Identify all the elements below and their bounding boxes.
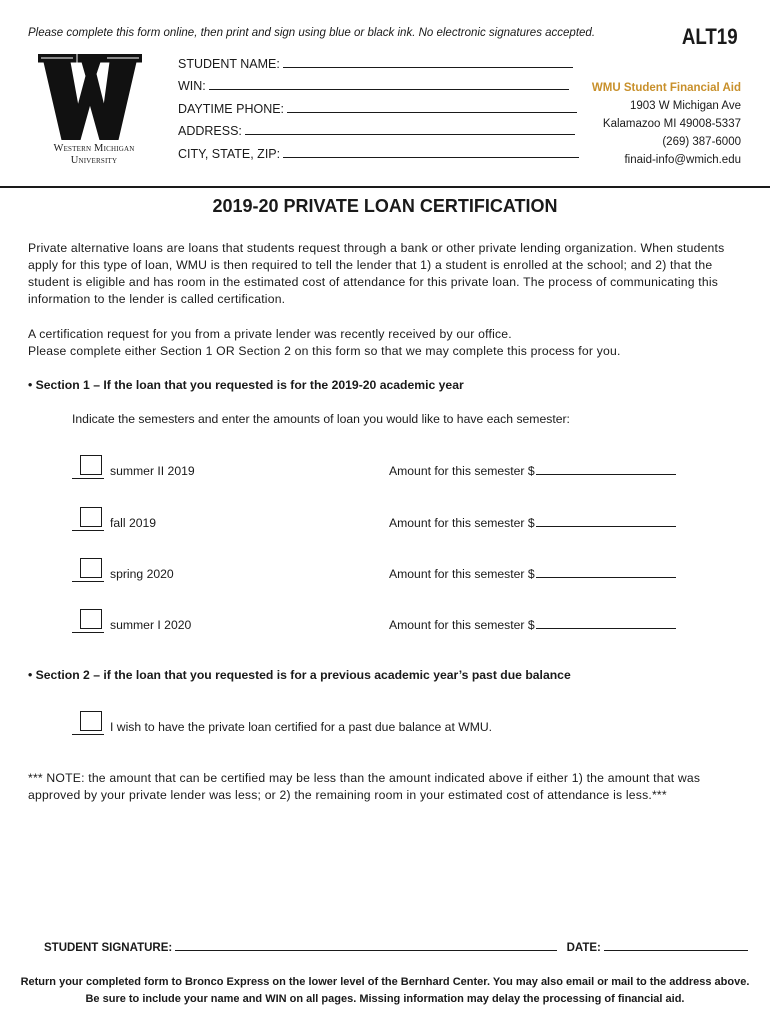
- office-name: WMU Student Financial Aid: [591, 82, 741, 94]
- student-name-field[interactable]: [178, 57, 573, 71]
- daytime-phone-label: DAYTIME PHONE:: [178, 102, 285, 116]
- city-state-zip-label: CITY, STATE, ZIP:: [178, 147, 281, 161]
- term-row-summer2-2019: [72, 452, 752, 482]
- term-label: summer I 2020: [110, 618, 192, 632]
- amount-label: Amount for this semester $: [389, 618, 535, 632]
- term-label: summer II 2019: [110, 464, 195, 478]
- past-due-checkbox-underline: [72, 734, 104, 735]
- term-checkbox-underline: [72, 530, 104, 531]
- amount-line[interactable]: [536, 577, 676, 578]
- amount-field[interactable]: [389, 567, 676, 581]
- address-field[interactable]: [178, 124, 575, 138]
- win-field[interactable]: [178, 79, 569, 93]
- form-instruction: Please complete this form online, then print and sign using blue or black ink. No electronic signatures accepted.: [28, 27, 596, 39]
- university-name-line1: Western Michigan: [53, 143, 135, 154]
- university-name-line2: University: [70, 155, 118, 166]
- amount-label: Amount for this semester $: [389, 516, 535, 530]
- amount-field[interactable]: [389, 464, 676, 478]
- w-logo-icon: [38, 54, 142, 140]
- amount-label: Amount for this semester $: [389, 464, 535, 478]
- term-checkbox-summer1-2020[interactable]: [80, 609, 102, 629]
- office-street: 1903 W Michigan Ave: [629, 100, 741, 112]
- intro-paragraph: Private alternative loans are loans that students request through a bank or other private lending organization. When students apply for this type of loan, WMU is then required to tell the lender that 1) a student is enrolled at the school; and 2) that the student is eligible and has room in the estimated cost of attendance for this private loan. The process of communicating this information to the lender is called certification.: [28, 241, 725, 306]
- city-state-zip-field[interactable]: [178, 147, 579, 161]
- section1-instruction: Indicate the semesters and enter the amounts of loan you would like to have each semester:: [72, 412, 570, 426]
- daytime-phone-field[interactable]: [178, 102, 577, 116]
- footer-instructions: [0, 974, 770, 1008]
- date-label: DATE:: [566, 942, 601, 954]
- term-row-fall-2019: [72, 504, 752, 534]
- amount-line[interactable]: [536, 526, 676, 527]
- daytime-phone-line[interactable]: [287, 111, 577, 113]
- past-due-label: I wish to have the private loan certified for a past due balance at WMU.: [110, 720, 493, 734]
- form-title: 2019-20 PRIVATE LOAN CERTIFICATION: [212, 196, 558, 216]
- university-name: [36, 143, 152, 167]
- term-checkbox-underline: [72, 581, 104, 582]
- request-line-2: Please complete either Section 1 OR Section 2 on this form so that we may complete this process for you.: [28, 344, 621, 358]
- amount-line[interactable]: [536, 628, 676, 629]
- term-label: spring 2020: [110, 567, 174, 581]
- date-line[interactable]: [604, 950, 748, 951]
- amount-line[interactable]: [536, 474, 676, 475]
- footer-line-2: Be sure to include your name and WIN on all pages. Missing information may delay the processing of financial aid.: [85, 993, 685, 1005]
- request-line-1: A certification request for you from a private lender was recently received by our office.: [28, 327, 512, 341]
- signature-row: [44, 942, 748, 954]
- section2-heading: • Section 2 – if the loan that you requested is for a previous academic year’s past due balance: [28, 668, 571, 682]
- win-line[interactable]: [209, 88, 569, 90]
- term-checkbox-fall-2019[interactable]: [80, 507, 102, 527]
- address-line[interactable]: [245, 133, 575, 135]
- header-divider: [0, 186, 770, 188]
- office-address: [592, 79, 741, 169]
- term-checkbox-underline: [72, 478, 104, 479]
- past-due-checkbox[interactable]: [80, 711, 102, 731]
- office-email[interactable]: finaid-info@wmich.edu: [624, 154, 741, 166]
- win-label: WIN:: [178, 79, 206, 93]
- student-name-line[interactable]: [283, 66, 573, 68]
- term-checkbox-spring-2020[interactable]: [80, 558, 102, 578]
- term-label: fall 2019: [110, 516, 157, 530]
- footer-line-1: Return your completed form to Bronco Express on the lower level of the Bernhard Center. You may also email or mail to the address above.: [20, 976, 750, 988]
- amount-label: Amount for this semester $: [389, 567, 535, 581]
- term-row-summer1-2020: [72, 606, 752, 636]
- term-row-spring-2020: [72, 555, 752, 585]
- form-code: ALT19: [682, 24, 738, 49]
- address-label: ADDRESS:: [178, 124, 242, 138]
- office-phone: (269) 387-6000: [662, 136, 741, 148]
- wmu-logo: [38, 54, 142, 140]
- amount-field[interactable]: [389, 618, 676, 632]
- signature-line[interactable]: [175, 950, 557, 951]
- certification-note: *** NOTE: the amount that can be certified may be less than the amount indicated above if either 1) the amount that was approved by your private lender was less; or 2) the remaining room in your estimated cost of attendance is less.***: [28, 771, 701, 802]
- term-checkbox-underline: [72, 632, 104, 633]
- request-paragraph: [28, 326, 744, 360]
- city-state-zip-line[interactable]: [283, 156, 579, 158]
- office-city: Kalamazoo MI 49008-5337: [602, 118, 741, 130]
- signature-label: STUDENT SIGNATURE:: [44, 942, 173, 954]
- past-due-row: [72, 708, 752, 738]
- term-checkbox-summer2-2019[interactable]: [80, 455, 102, 475]
- section1-heading: • Section 1 – If the loan that you requested is for the 2019-20 academic year: [28, 378, 464, 392]
- amount-field[interactable]: [389, 516, 676, 530]
- student-name-label: STUDENT NAME:: [178, 57, 280, 71]
